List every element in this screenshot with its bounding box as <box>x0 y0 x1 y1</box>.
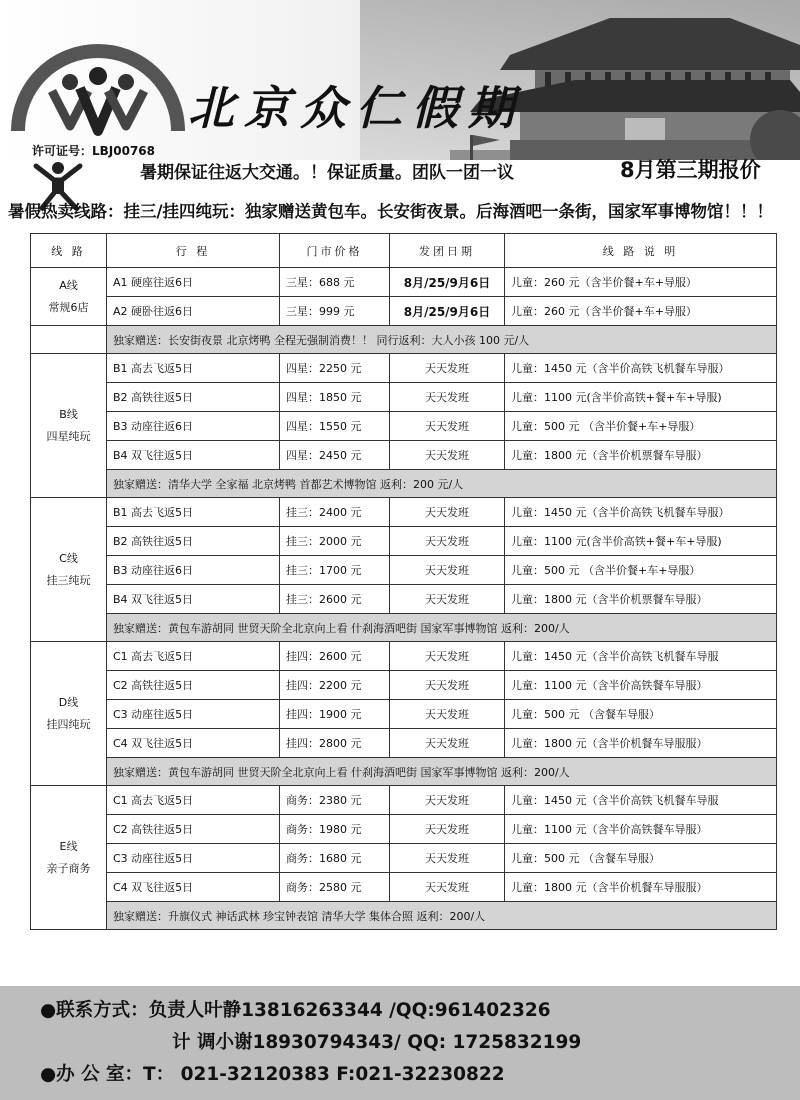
route-group-label <box>31 786 107 930</box>
route-cell: B1 高去飞返5日 <box>107 498 280 527</box>
desc-cell: 儿童：260 元（含半价餐+车+导服） <box>505 268 777 297</box>
header-itinerary: 行 程 <box>107 234 280 268</box>
desc-cell: 儿童：1100 元（含半价高铁餐车导服） <box>505 671 777 700</box>
desc-cell: 儿童：500 元 （含餐车导服） <box>505 844 777 873</box>
desc-cell: 儿童：1800 元（含半价机餐车导服服） <box>505 873 777 902</box>
route-group-sub: 亲子商务 <box>46 861 91 875</box>
route-cell: C2 高铁往返5日 <box>107 815 280 844</box>
table-row <box>31 700 777 729</box>
route-group-label <box>31 642 107 786</box>
gift-row <box>31 614 777 642</box>
table-row <box>31 786 777 815</box>
gift-row <box>31 326 777 354</box>
date-cell: 天天发班 <box>390 527 505 556</box>
brand-title: 北京众仁假期 <box>188 81 524 135</box>
route-cell: A1 硬座往返6日 <box>107 268 280 297</box>
desc-cell: 儿童：1800 元（含半价机票餐车导服） <box>505 441 777 470</box>
date-cell: 天天发班 <box>390 642 505 671</box>
table-row <box>31 815 777 844</box>
desc-cell: 儿童：1450 元（含半价高铁飞机餐车导服） <box>505 354 777 383</box>
price-cell: 挂三：2000 元 <box>280 527 390 556</box>
route-group-sub: 常规6店 <box>48 300 89 314</box>
route-group-label <box>31 354 107 498</box>
contact-line-2: 计 调小谢18930794343/ QQ: 1725832199 <box>172 1032 582 1053</box>
table-row <box>31 498 777 527</box>
price-cell: 四星：2250 元 <box>280 354 390 383</box>
contact-footer <box>0 986 800 1100</box>
price-cell: 三星：999 元 <box>280 297 390 326</box>
route-cell: C1 高去飞返5日 <box>107 786 280 815</box>
price-cell: 四星：1550 元 <box>280 412 390 441</box>
price-cell: 挂四：2600 元 <box>280 642 390 671</box>
route-group-label <box>31 498 107 642</box>
date-cell: 天天发班 <box>390 498 505 527</box>
header-price: 门市价格 <box>280 234 390 268</box>
price-cell: 挂四：2800 元 <box>280 729 390 758</box>
route-group-name: E线 <box>59 839 78 853</box>
route-group-name: A线 <box>59 278 78 292</box>
desc-cell: 儿童：500 元 （含餐车导服） <box>505 700 777 729</box>
date-cell: 天天发班 <box>390 441 505 470</box>
route-group-name: B线 <box>59 407 78 421</box>
gift-text: 独家赠送：黄包车游胡同 世贸天阶全北京向上看 什刹海酒吧街 国家军事博物馆 返利：200/人 <box>107 614 777 642</box>
route-cell: B4 双飞往返5日 <box>107 441 280 470</box>
quote-period: 8月第三期报价 <box>620 158 761 182</box>
header-date: 发团日期 <box>390 234 505 268</box>
price-table <box>30 233 777 930</box>
desc-cell: 儿童：1450 元（含半价高铁飞机餐车导服 <box>505 642 777 671</box>
route-cell: B3 动座往返6日 <box>107 556 280 585</box>
table-row <box>31 585 777 614</box>
route-group-name: C线 <box>59 551 78 565</box>
gift-row <box>31 758 777 786</box>
gift-text: 独家赠送：长安街夜景 北京烤鸭 全程无强制消费！！ 同行返利：大人小孩 100 元/人 <box>107 326 777 354</box>
price-cell: 商务：1980 元 <box>280 815 390 844</box>
table-header-row <box>31 234 777 268</box>
desc-cell: 儿童：260 元（含半价餐+车+导服） <box>505 297 777 326</box>
desc-cell: 儿童：1100 元（含半价高铁餐车导服） <box>505 815 777 844</box>
route-cell: B4 双飞往返5日 <box>107 585 280 614</box>
table-row <box>31 671 777 700</box>
slogan-guarantee: 暑期保证往返大交通。！保证质量。团队一团一议 <box>140 163 514 183</box>
slogan-hot-routes: 暑假热卖线路：挂三/挂四纯玩：独家赠送黄包车。长安街夜景。后海酒吧一条街，国家军事博物馆！！！ <box>8 202 774 221</box>
route-cell: C1 高去飞返5日 <box>107 642 280 671</box>
date-cell: 天天发班 <box>390 729 505 758</box>
contact-line-3: ●办 公 室：T： 021-32120383 F:021-32230822 <box>40 1064 505 1085</box>
date-cell: 8月/25/9月6日 <box>390 268 505 297</box>
date-cell: 天天发班 <box>390 383 505 412</box>
table-row <box>31 527 777 556</box>
desc-cell: 儿童：1450 元（含半价高铁飞机餐车导服） <box>505 498 777 527</box>
route-group-name: D线 <box>58 695 79 709</box>
header-route: 线 路 <box>31 234 107 268</box>
route-cell: C4 双飞往返5日 <box>107 729 280 758</box>
desc-cell: 儿童：1800 元（含半价机餐车导服服） <box>505 729 777 758</box>
header-description: 线 路 说 明 <box>505 234 777 268</box>
price-cell: 商务：2380 元 <box>280 786 390 815</box>
table-row <box>31 642 777 671</box>
date-cell: 天天发班 <box>390 556 505 585</box>
date-cell: 天天发班 <box>390 844 505 873</box>
gift-row <box>31 902 777 930</box>
price-cell: 挂四：2200 元 <box>280 671 390 700</box>
date-cell: 天天发班 <box>390 873 505 902</box>
table-row <box>31 729 777 758</box>
price-cell: 商务：1680 元 <box>280 844 390 873</box>
table-row <box>31 268 777 297</box>
table-row <box>31 873 777 902</box>
route-cell: C3 动座往返5日 <box>107 700 280 729</box>
table-row <box>31 412 777 441</box>
table-row <box>31 844 777 873</box>
price-cell: 挂三：1700 元 <box>280 556 390 585</box>
route-group-sub: 四星纯玩 <box>46 429 91 443</box>
route-cell: B2 高铁往返5日 <box>107 383 280 412</box>
table-row <box>31 297 777 326</box>
desc-cell: 儿童：500 元 （含半价餐+车+导服） <box>505 556 777 585</box>
company-logo <box>8 36 188 146</box>
date-cell: 天天发班 <box>390 412 505 441</box>
gift-text: 独家赠送：黄包车游胡同 世贸天阶全北京向上看 什刹海酒吧街 国家军事博物馆 返利：200/人 <box>107 758 777 786</box>
price-cell: 商务：2580 元 <box>280 873 390 902</box>
date-cell: 天天发班 <box>390 815 505 844</box>
desc-cell: 儿童：1100 元(含半价高铁+餐+车+导服) <box>505 527 777 556</box>
price-cell: 四星：1850 元 <box>280 383 390 412</box>
table-row <box>31 354 777 383</box>
table-row <box>31 441 777 470</box>
route-group-sub: 挂四纯玩 <box>46 717 91 731</box>
header-banner <box>0 0 800 160</box>
date-cell: 天天发班 <box>390 700 505 729</box>
date-cell: 天天发班 <box>390 786 505 815</box>
date-cell: 天天发班 <box>390 585 505 614</box>
price-cell: 挂三：2400 元 <box>280 498 390 527</box>
gift-row <box>31 470 777 498</box>
route-group-label <box>31 268 107 326</box>
desc-cell: 儿童：1450 元（含半价高铁飞机餐车导服 <box>505 786 777 815</box>
desc-cell: 儿童：500 元 （含半价餐+车+导服） <box>505 412 777 441</box>
table-row <box>31 556 777 585</box>
route-cell: C2 高铁往返5日 <box>107 671 280 700</box>
gift-text: 独家赠送：升旗仪式 神话武林 珍宝钟表馆 清华大学 集体合照 返利：200/人 <box>107 902 777 930</box>
table-row <box>31 383 777 412</box>
price-cell: 挂三：2600 元 <box>280 585 390 614</box>
price-cell: 挂四：1900 元 <box>280 700 390 729</box>
desc-cell: 儿童：1100 元(含半价高铁+餐+车+导服) <box>505 383 777 412</box>
date-cell: 8月/25/9月6日 <box>390 297 505 326</box>
route-cell: C4 双飞往返5日 <box>107 873 280 902</box>
contact-line-1: ●联系方式：负责人叶静13816263344 /QQ:961402326 <box>40 1000 551 1021</box>
date-cell: 天天发班 <box>390 671 505 700</box>
route-cell: B1 高去飞返5日 <box>107 354 280 383</box>
route-cell: A2 硬卧往返6日 <box>107 297 280 326</box>
gift-text: 独家赠送：清华大学 全家福 北京烤鸭 首都艺术博物馆 返利：200 元/人 <box>107 470 777 498</box>
license-number: 许可证号：LBJ00768 <box>32 144 156 158</box>
desc-cell: 儿童：1800 元（含半价机票餐车导服） <box>505 585 777 614</box>
route-cell: B3 动座往返6日 <box>107 412 280 441</box>
price-cell: 四星：2450 元 <box>280 441 390 470</box>
route-group-sub: 挂三纯玩 <box>46 573 91 587</box>
route-cell: C3 动座往返5日 <box>107 844 280 873</box>
price-cell: 三星：688 元 <box>280 268 390 297</box>
date-cell: 天天发班 <box>390 354 505 383</box>
route-cell: B2 高铁往返5日 <box>107 527 280 556</box>
